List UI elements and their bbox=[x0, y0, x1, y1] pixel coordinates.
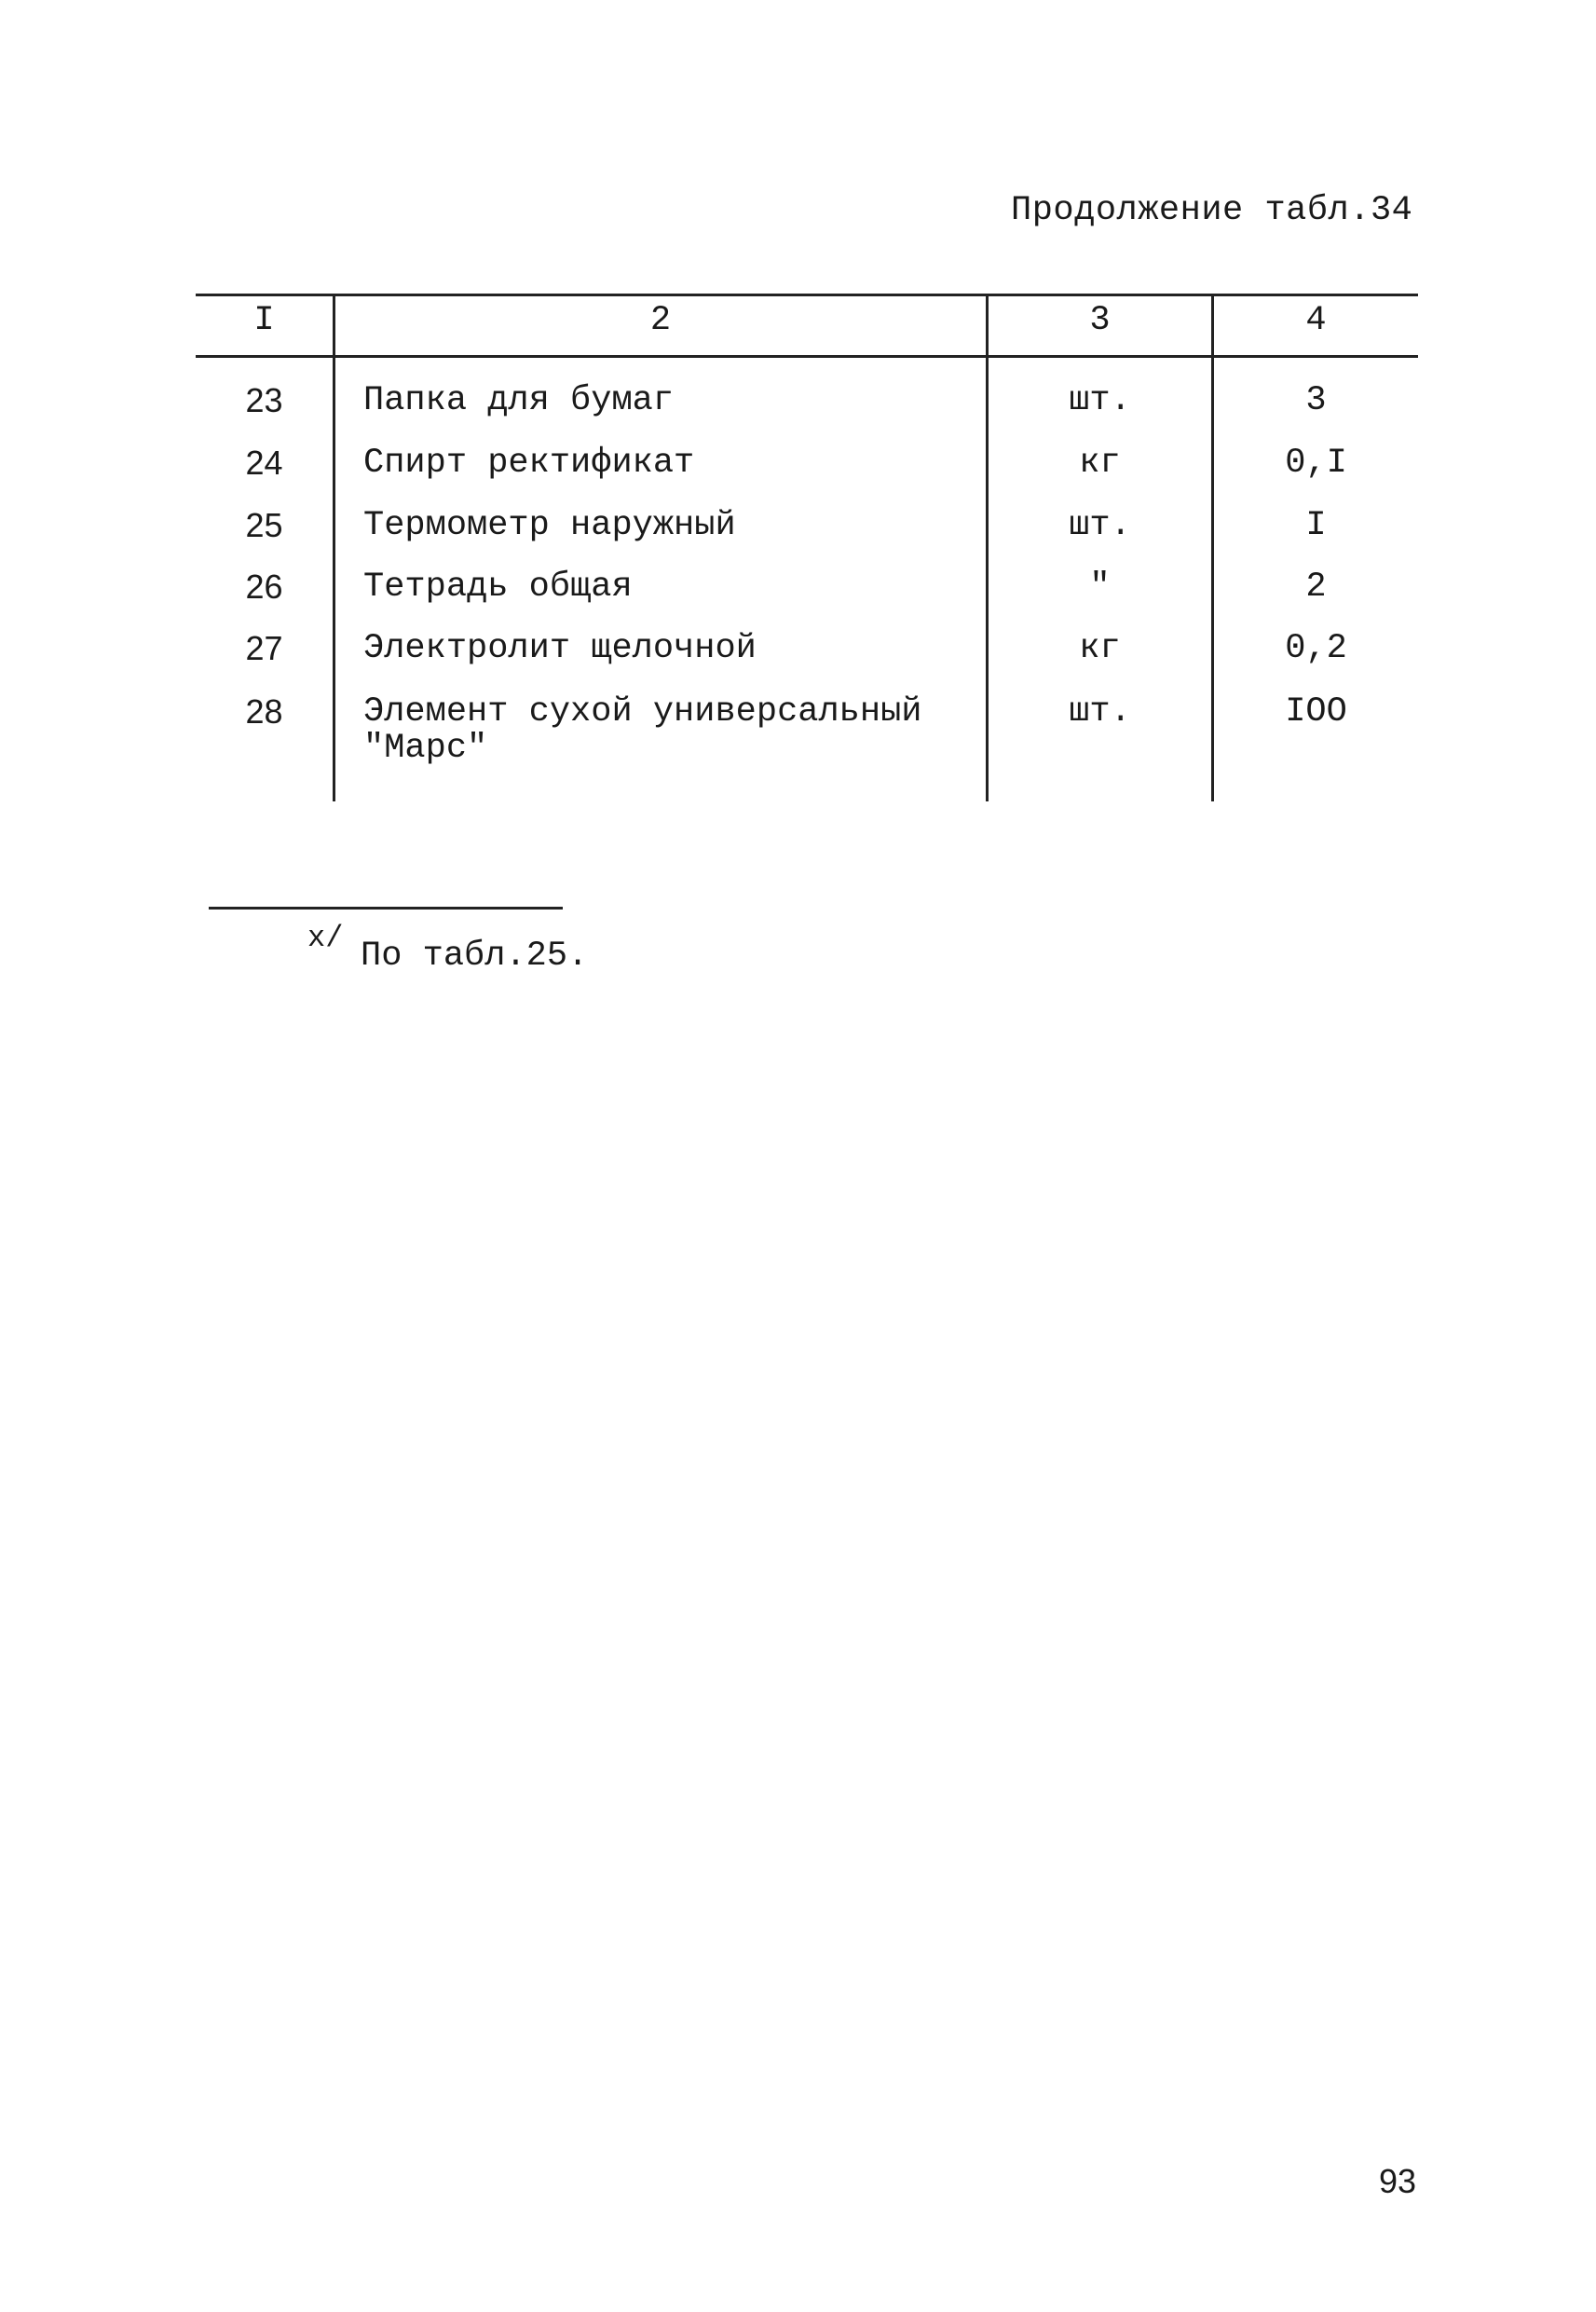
column-header: 2 bbox=[649, 301, 672, 340]
table-row bbox=[196, 570, 1418, 626]
item-name bbox=[363, 692, 922, 768]
item-quantity: 3 bbox=[1305, 381, 1327, 420]
footnote-rule bbox=[209, 907, 563, 910]
table-row bbox=[196, 692, 1418, 779]
row-number: 28 bbox=[245, 692, 283, 731]
item-unit: кг bbox=[1079, 629, 1121, 668]
column-header: I bbox=[253, 301, 275, 340]
item-quantity: I bbox=[1305, 506, 1327, 545]
row-number: 25 bbox=[245, 506, 283, 544]
item-quantity: 0,2 bbox=[1285, 629, 1347, 668]
item-name: Электролит щелочной bbox=[363, 629, 757, 668]
item-name: Термометр наружный bbox=[363, 506, 736, 545]
table-caption: Продолжение табл.34 bbox=[1011, 191, 1413, 230]
item-quantity: 0,I bbox=[1285, 444, 1347, 483]
item-name-line1: Элемент сухой универсальный bbox=[363, 692, 922, 732]
item-name-line2: "Марс" bbox=[363, 729, 488, 768]
item-unit: кг bbox=[1079, 444, 1121, 483]
table-row bbox=[196, 446, 1418, 502]
footnote-mark: x/ bbox=[307, 921, 344, 955]
item-name: Папка для бумаг bbox=[363, 381, 675, 420]
row-number: 26 bbox=[245, 568, 283, 606]
column-header: 4 bbox=[1305, 301, 1327, 340]
item-unit: шт. bbox=[1069, 692, 1131, 732]
table-row bbox=[196, 506, 1418, 565]
column-header: 3 bbox=[1089, 301, 1111, 340]
row-number: 23 bbox=[245, 381, 283, 419]
header-bottom-border bbox=[196, 355, 1418, 358]
item-name: Тетрадь общая bbox=[363, 568, 633, 607]
item-quantity: IOO bbox=[1285, 692, 1347, 732]
item-name: Спирт ректификат bbox=[363, 444, 695, 483]
table-row bbox=[196, 629, 1418, 688]
table-top-border bbox=[196, 294, 1418, 296]
page-number: 93 bbox=[1379, 2162, 1417, 2200]
item-unit: шт. bbox=[1069, 506, 1131, 545]
footnote-text: По табл.25. bbox=[361, 937, 589, 976]
row-number: 27 bbox=[245, 629, 283, 667]
item-unit: " bbox=[1089, 568, 1111, 607]
item-quantity: 2 bbox=[1305, 568, 1327, 607]
table-row bbox=[196, 381, 1418, 440]
row-number: 24 bbox=[245, 444, 283, 482]
item-unit: шт. bbox=[1069, 381, 1131, 420]
